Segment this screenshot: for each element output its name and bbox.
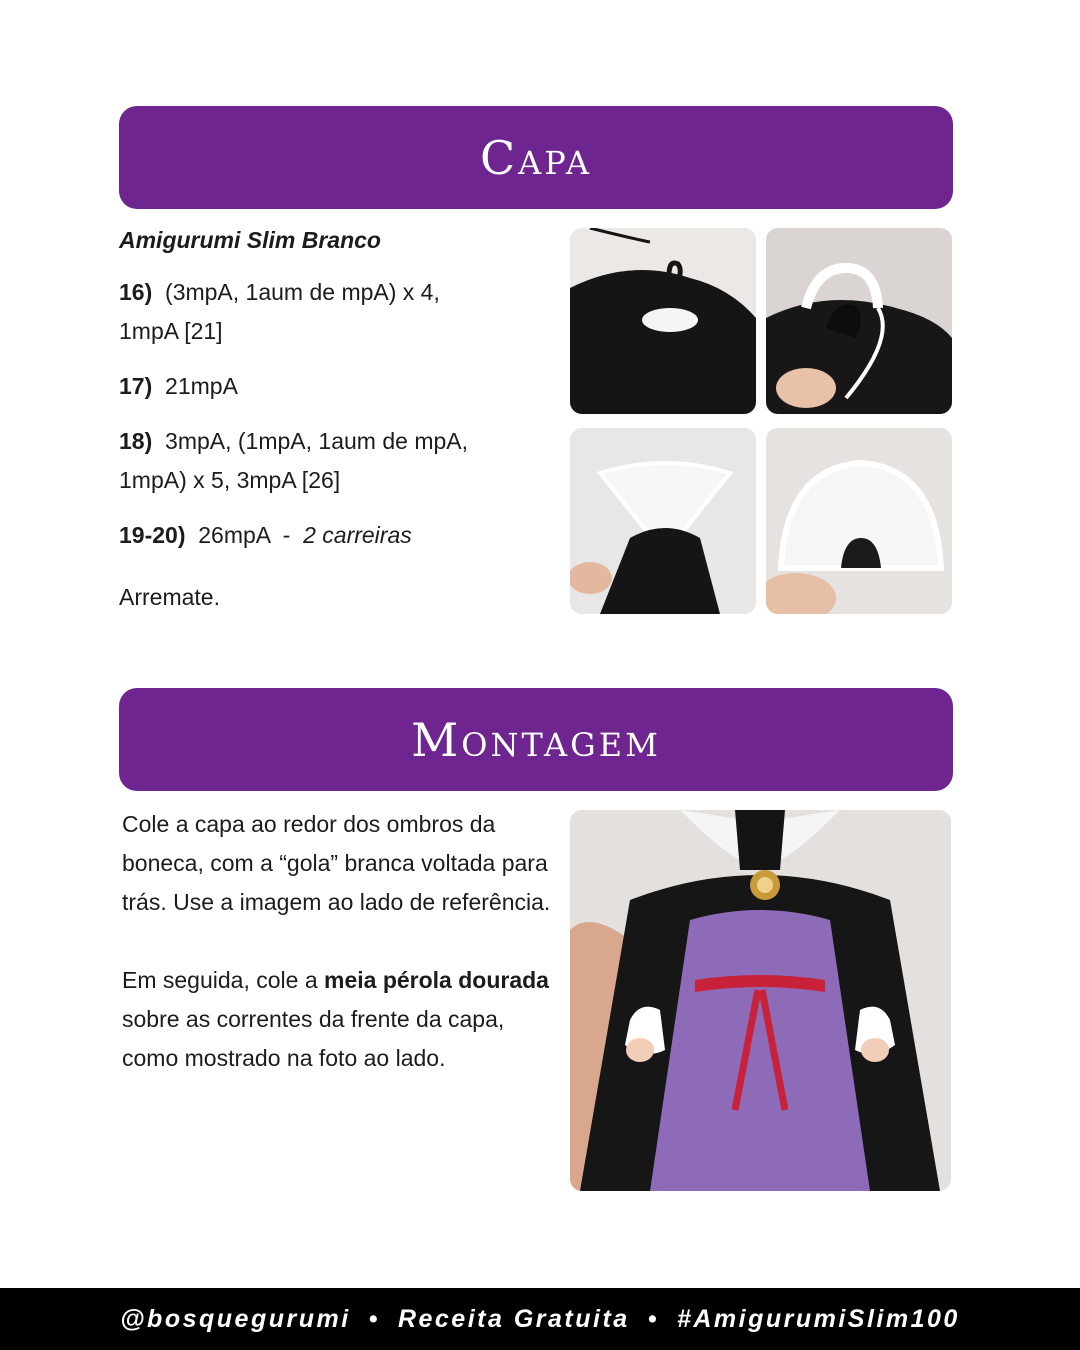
row-text: 21mpA bbox=[165, 373, 238, 399]
row-text: 26mpA - bbox=[198, 522, 304, 548]
assembly-text: Em seguida, cole a bbox=[122, 967, 325, 993]
capa-section-banner bbox=[119, 106, 953, 209]
footer-bar bbox=[0, 1288, 1080, 1350]
footer-separator: • bbox=[368, 1304, 380, 1333]
footer-recipe-label: Receita Gratuita bbox=[397, 1304, 630, 1333]
footer-separator: • bbox=[647, 1304, 659, 1333]
row-note: 2 carreiras bbox=[303, 522, 412, 548]
assembly-highlight: meia pérola dourada bbox=[324, 967, 549, 993]
row-text-cont: 1mpA [21] bbox=[119, 318, 223, 344]
pattern-row-18 bbox=[119, 422, 539, 500]
row-text: 3mpA, (1mpA, 1aum de mpA, bbox=[165, 428, 468, 454]
doll-assembly-photo bbox=[570, 810, 951, 1191]
cape-step-photo-1 bbox=[570, 228, 756, 414]
footer-handle: @bosquegurumi bbox=[120, 1304, 351, 1333]
row-number: 18) bbox=[119, 428, 153, 454]
pattern-finish: Arremate. bbox=[119, 584, 220, 610]
row-number: 17) bbox=[119, 373, 153, 399]
assembly-paragraph-1: Cole a capa ao redor dos ombros da boneca, com a “gola” branca voltada para trás. Use a imagem ao lado de referência. bbox=[122, 811, 551, 915]
cape-step-photo-3 bbox=[570, 428, 756, 614]
row-number: 19-20) bbox=[119, 522, 186, 548]
pattern-row-16 bbox=[119, 273, 539, 351]
montagem-section-title: Montagem bbox=[411, 712, 661, 767]
footer-hashtag: #AmigurumiSlim100 bbox=[676, 1304, 960, 1333]
row-text-cont: 1mpA) x 5, 3mpA [26] bbox=[119, 467, 341, 493]
pattern-row-19-20 bbox=[119, 516, 539, 555]
pattern-row-17 bbox=[119, 367, 539, 406]
pattern-instructions bbox=[119, 224, 539, 555]
row-text: (3mpA, 1aum de mpA) x 4, bbox=[165, 279, 440, 305]
cape-step-photo-4 bbox=[766, 428, 952, 614]
montagem-section-banner bbox=[119, 688, 953, 791]
row-number: 16) bbox=[119, 279, 153, 305]
assembly-paragraph-2 bbox=[122, 961, 552, 1078]
cape-step-photo-2 bbox=[766, 228, 952, 414]
pattern-subtitle: Amigurumi Slim Branco bbox=[119, 227, 381, 253]
assembly-text: sobre as correntes da frente da capa, como mostrado na foto ao lado. bbox=[122, 1006, 505, 1071]
assembly-instructions bbox=[122, 805, 552, 1078]
capa-section-title: Capa bbox=[479, 130, 592, 185]
